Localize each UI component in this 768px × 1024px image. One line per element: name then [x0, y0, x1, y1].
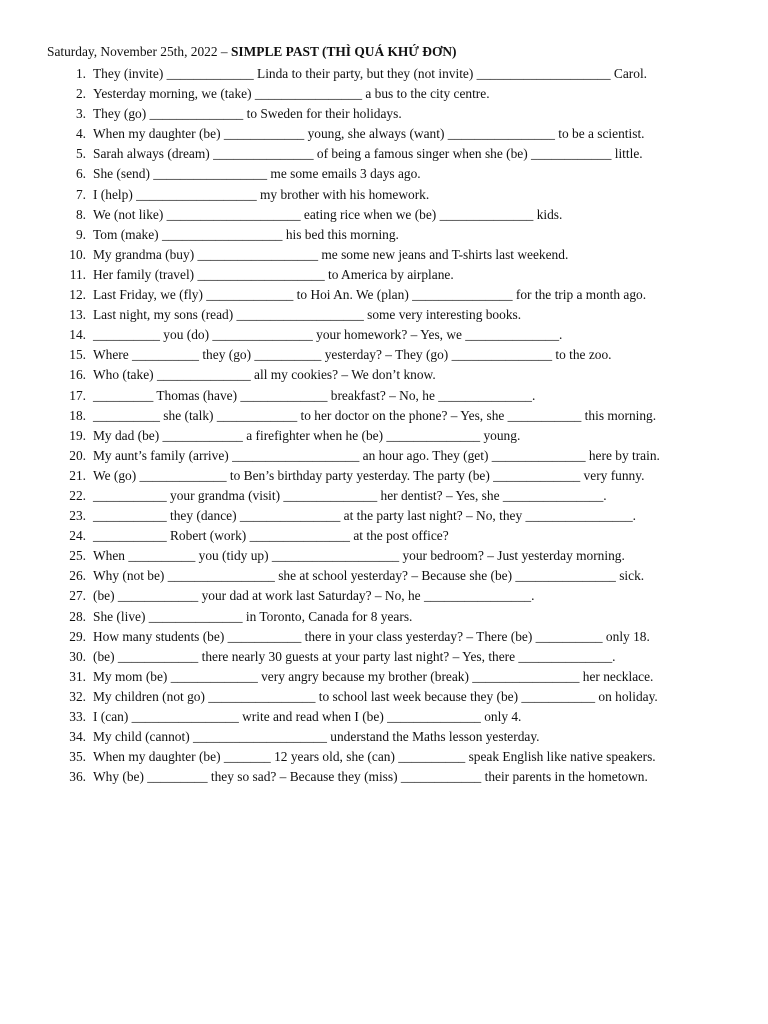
exercise-item	[0, 305, 720, 325]
exercise-text: Why (not be) ________________ she at school yesterday? – Because she (be) _______________ sick.	[93, 568, 645, 584]
exercise-item	[0, 627, 720, 647]
exercise-number: 33.	[69, 709, 86, 724]
exercise-item	[0, 205, 720, 225]
exercise-item	[0, 486, 720, 506]
exercise-text: We (not like) ____________________ eating rice when we (be) ______________ kids.	[93, 206, 563, 222]
exercise-text: Last night, my sons (read) ___________________ some very interesting books.	[93, 307, 522, 323]
exercise-number: 31.	[69, 668, 86, 684]
exercise-text: They (invite) _____________ Linda to their party, but they (not invite) ____________________ Carol.	[93, 66, 648, 81]
exercise-item	[0, 225, 720, 245]
exercise-text: Why (be) _________ they so sad? – Because they (miss) ____________ their parents in the hometown.	[93, 769, 648, 785]
exercise-text: _________ Thomas (have) _____________ breakfast? – No, he ______________.	[93, 387, 536, 403]
exercise-number: 25.	[69, 548, 86, 564]
exercise-number: 2.	[75, 86, 86, 102]
exercise-number: 28.	[69, 608, 86, 624]
exercise-text: We (go) _____________ to Ben’s birthday party yesterday. The party (be) _____________ very funny.	[93, 467, 645, 483]
exercise-item	[0, 84, 720, 104]
exercise-item	[0, 727, 720, 747]
exercise-text: She (live) ______________ in Toronto, Canada for 8 years.	[93, 608, 413, 624]
exercise-number: 1.	[75, 66, 86, 81]
exercise-number: 7.	[75, 186, 86, 202]
exercise-number: 18.	[69, 407, 86, 423]
exercise-item	[0, 607, 720, 627]
exercise-item	[0, 647, 720, 667]
exercise-item	[0, 406, 720, 426]
exercise-number: 16.	[69, 367, 86, 383]
exercise-item	[0, 325, 720, 345]
header-title: SIMPLE PAST (THÌ QUÁ KHỨ ĐƠN)	[230, 44, 457, 59]
exercise-item	[0, 747, 720, 767]
exercise-number: 3.	[75, 106, 86, 122]
exercise-item	[0, 124, 720, 144]
exercise-text: How many students (be) ___________ there in your class yesterday? – There (be) __________ only 18.	[93, 628, 650, 644]
exercise-number: 8.	[75, 206, 86, 222]
exercise-item	[0, 466, 720, 486]
exercise-text: My dad (be) ____________ a firefighter when he (be) ______________ young.	[93, 427, 521, 443]
exercise-text: When my daughter (be) ____________ young, she always (want) ________________ to be a scientist.	[93, 126, 645, 142]
exercise-text: I (can) ________________ write and read when I (be) ______________ only 4.	[93, 709, 522, 724]
exercise-text: (be) ____________ there nearly 30 guests at your party last night? – Yes, there ______________.	[93, 648, 616, 664]
exercise-number: 29.	[69, 628, 86, 644]
exercise-item	[0, 164, 720, 184]
header-date: Saturday, November 25th, 2022 –	[47, 44, 231, 59]
exercise-number: 15.	[69, 347, 86, 363]
exercise-text: ___________ your grandma (visit) ______________ her dentist? – Yes, she _______________.	[93, 487, 607, 503]
exercise-text: Yesterday morning, we (take) ________________ a bus to the city centre.	[93, 86, 490, 102]
exercise-text: __________ she (talk) ____________ to her doctor on the phone? – Yes, she ___________ this morning.	[93, 407, 657, 423]
exercise-text: ___________ they (dance) _______________ at the party last night? – No, they ________________.	[93, 508, 636, 524]
exercise-number: 13.	[69, 307, 86, 323]
exercise-item	[0, 546, 720, 566]
exercise-text: My children (not go) ________________ to school last week because they (be) ___________ on holiday.	[93, 688, 658, 704]
exercise-number: 32.	[69, 688, 86, 704]
exercise-number: 14.	[69, 327, 86, 343]
exercise-item	[0, 707, 720, 727]
exercise-item	[0, 526, 720, 546]
exercise-item	[0, 144, 720, 164]
exercise-item	[0, 245, 720, 265]
exercise-item	[0, 345, 720, 365]
exercise-item	[0, 365, 720, 385]
exercise-number: 21.	[69, 467, 86, 483]
exercise-text: Sarah always (dream) _______________ of being a famous singer when she (be) ____________ little.	[93, 146, 643, 162]
exercise-text: ___________ Robert (work) _______________ at the post office?	[93, 528, 449, 544]
exercise-text: They (go) ______________ to Sweden for their holidays.	[93, 106, 402, 122]
exercise-number: 6.	[75, 166, 86, 182]
exercise-text: Where __________ they (go) __________ yesterday? – They (go) _______________ to the zoo.	[93, 347, 612, 363]
exercise-item	[0, 687, 720, 707]
exercise-number: 36.	[69, 769, 86, 785]
exercise-text: (be) ____________ your dad at work last Saturday? – No, he ________________.	[93, 588, 535, 604]
exercise-text: My aunt’s family (arrive) ___________________ an hour ago. They (get) ______________ here by train.	[93, 447, 660, 463]
exercise-number: 26.	[69, 568, 86, 584]
exercise-text: My mom (be) _____________ very angry because my brother (break) ________________ her necklace.	[93, 668, 654, 684]
exercise-number: 4.	[75, 126, 86, 142]
exercise-text: When my daughter (be) _______ 12 years old, she (can) __________ speak English like native speakers.	[93, 749, 656, 765]
exercise-number: 5.	[75, 146, 86, 162]
exercise-number: 9.	[75, 226, 86, 242]
exercise-item	[0, 265, 720, 285]
exercise-text: Last Friday, we (fly) _____________ to Hoi An. We (plan) _______________ for the trip a month ago.	[93, 287, 647, 303]
exercise-text: Tom (make) __________________ his bed this morning.	[93, 226, 399, 242]
exercise-item	[0, 426, 720, 446]
exercise-number: 27.	[69, 588, 86, 604]
exercise-number: 11.	[69, 266, 86, 282]
exercise-number: 22.	[69, 487, 86, 503]
exercise-text: I (help) __________________ my brother with his homework.	[93, 186, 430, 202]
exercise-item	[0, 104, 720, 124]
exercise-item	[0, 586, 720, 606]
exercise-number: 10.	[69, 246, 86, 262]
exercise-number: 19.	[69, 427, 86, 443]
exercise-item	[0, 667, 720, 687]
exercise-text: My child (cannot) ____________________ understand the Maths lesson yesterday.	[93, 729, 540, 745]
exercise-text: She (send) _________________ me some emails 3 days ago.	[93, 166, 421, 182]
worksheet-header	[47, 42, 457, 62]
exercise-number: 35.	[69, 749, 86, 765]
exercise-number: 24.	[69, 528, 86, 544]
exercise-number: 20.	[69, 447, 86, 463]
exercise-number: 23.	[69, 508, 86, 524]
exercise-item	[0, 285, 720, 305]
exercise-text: When __________ you (tidy up) ___________________ your bedroom? – Just yesterday morning.	[93, 548, 625, 564]
exercise-item	[0, 566, 720, 586]
exercise-number: 34.	[69, 729, 86, 745]
exercise-list	[0, 64, 768, 787]
exercise-text: Who (take) ______________ all my cookies? – We don’t know.	[93, 367, 436, 383]
exercise-item	[0, 767, 720, 787]
exercise-text: __________ you (do) _______________ your homework? – Yes, we ______________.	[93, 327, 563, 343]
exercise-number: 17.	[69, 387, 86, 403]
exercise-text: Her family (travel) ___________________ to America by airplane.	[93, 266, 454, 282]
exercise-item	[0, 386, 720, 406]
exercise-number: 30.	[69, 648, 86, 664]
exercise-text: My grandma (buy) __________________ me some new jeans and T-shirts last weekend.	[93, 246, 569, 262]
exercise-item	[0, 506, 720, 526]
exercise-item	[0, 64, 720, 84]
exercise-item	[0, 446, 720, 466]
exercise-number: 12.	[69, 287, 86, 303]
exercise-item	[0, 185, 720, 205]
